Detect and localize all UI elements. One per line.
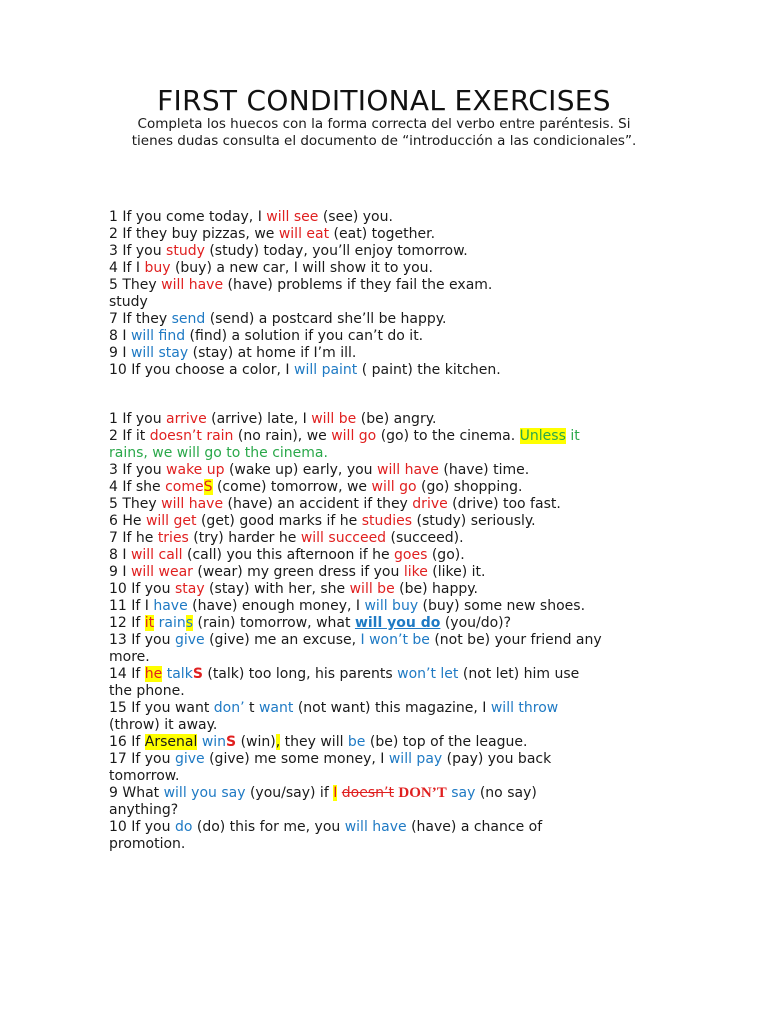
- exercise-line: [109, 598, 649, 615]
- answer: drive: [412, 496, 448, 512]
- sentence-text: (study) today, you’ll enjoy tomorrow.: [204, 243, 468, 259]
- answer: tries: [157, 530, 189, 546]
- answer: have: [153, 598, 188, 614]
- sentence-text: (send) a postcard she’ll be happy.: [205, 311, 447, 327]
- exercise-line: [109, 479, 649, 496]
- highlighted-word: it: [144, 615, 155, 631]
- instructions-line-2: tienes dudas consulta el documento de “introducción a las condicionales”.: [131, 133, 637, 149]
- sentence-text: 7 If they: [109, 311, 172, 327]
- sentence-text: (be) happy.: [394, 581, 478, 597]
- answer: study: [166, 243, 205, 259]
- exercise-line: [109, 734, 649, 751]
- sentence-text: (like) it.: [427, 564, 486, 580]
- answer: doesn’t rain: [149, 428, 234, 444]
- sentence-text: 13 If you: [109, 632, 175, 648]
- answer: will find: [130, 328, 186, 344]
- sentence-text: (you/say) if: [245, 785, 334, 801]
- answer: do: [174, 819, 193, 835]
- exercise-line: [109, 513, 649, 530]
- exercise-line-continuation: promotion.: [109, 836, 186, 852]
- highlighted-ending: s: [185, 615, 194, 631]
- sentence-text: (wake up) early, you: [224, 462, 377, 478]
- answer: talk: [166, 666, 193, 682]
- sentence-text: (have) time.: [438, 462, 530, 478]
- exercise-line: [109, 632, 649, 649]
- exercise-line: [109, 345, 649, 362]
- sentence-text: (succeed).: [386, 530, 464, 546]
- exercise-line-continuation: tomorrow.: [109, 768, 180, 784]
- struck-answer: doesn’t: [341, 785, 394, 801]
- exercise-line: [109, 547, 649, 564]
- exercise-line: [109, 328, 649, 345]
- answer: won’t let: [397, 666, 459, 682]
- exercise-line-continuation: more.: [109, 649, 150, 665]
- exercise-line: [109, 819, 649, 836]
- emphasized-ending: S: [226, 734, 237, 750]
- sentence-text: 17 If you: [109, 751, 175, 767]
- answer: arrive: [166, 411, 207, 427]
- highlighted-word: I: [333, 785, 338, 801]
- exercise-line: [109, 462, 649, 479]
- exercise-line: [109, 564, 649, 581]
- sentence-text: (come) tomorrow, we: [212, 479, 372, 495]
- sentence-text: 1 If you: [109, 411, 167, 427]
- highlighted-word: Arsenal: [144, 734, 198, 750]
- answer: will have: [377, 462, 439, 478]
- answer: give: [174, 632, 205, 648]
- sentence-text: 16 If: [109, 734, 145, 750]
- answer: will get: [145, 513, 197, 529]
- answer: rain: [158, 615, 186, 631]
- sentence-text: (buy) some new shoes.: [418, 598, 586, 614]
- answer: will throw: [490, 700, 559, 716]
- answer: goes: [394, 547, 428, 563]
- sentence-text: ( paint) the kitchen.: [357, 362, 501, 378]
- sentence-text: 2 If they buy pizzas, we: [109, 226, 279, 242]
- exercise-line-continuation: the phone.: [109, 683, 185, 699]
- answer: like: [403, 564, 428, 580]
- sentence-text: (rain) tomorrow, what: [193, 615, 355, 631]
- answer: will you say: [163, 785, 246, 801]
- exercise-block-1: [109, 209, 649, 379]
- sentence-text: (arrive) late, I: [206, 411, 312, 427]
- sentence-text: (drive) too fast.: [447, 496, 561, 512]
- sentence-text: (no say): [475, 785, 537, 801]
- emphasized-ending: S: [192, 666, 203, 682]
- correction-line: rains, we will go to the cinema.: [109, 445, 328, 461]
- answer: will be: [311, 411, 357, 427]
- sentence-text: (have) enough money, I: [187, 598, 365, 614]
- exercise-line: [109, 362, 649, 379]
- exercise-line: [109, 785, 649, 802]
- sentence-text: 10 If you: [109, 819, 175, 835]
- exercise-line: [109, 700, 649, 717]
- exercise-line: [109, 666, 649, 683]
- answer: send: [171, 311, 206, 327]
- answer: be: [347, 734, 366, 750]
- sentence-text: (go).: [427, 547, 465, 563]
- sentence-text: 1 If you come today, I: [109, 209, 267, 225]
- answer: say: [451, 785, 476, 801]
- answer: I won’t be: [360, 632, 430, 648]
- exercise-line: [109, 581, 649, 598]
- sentence-text: 6 He: [109, 513, 146, 529]
- sentence-text: 3 If you: [109, 462, 167, 478]
- sentence-text: 9 What: [109, 785, 164, 801]
- answer: will go: [371, 479, 417, 495]
- sentence-text: study: [109, 294, 148, 310]
- answer: buy: [144, 260, 171, 276]
- sentence-text: (go) shopping.: [416, 479, 523, 495]
- sentence-text: (find) a solution if you can’t do it.: [185, 328, 424, 344]
- answer: give: [174, 751, 205, 767]
- sentence-text: (be) angry.: [356, 411, 437, 427]
- sentence-text: (have) an accident if they: [223, 496, 413, 512]
- exercise-line: [109, 428, 649, 445]
- answer: will have: [161, 277, 224, 293]
- sentence-text: 11 If I: [109, 598, 154, 614]
- answer: will eat: [278, 226, 330, 242]
- sentence-text: (see) you.: [318, 209, 393, 225]
- sentence-text: 9 I: [109, 345, 131, 361]
- answer: will have: [161, 496, 224, 512]
- answer: will you do: [354, 615, 441, 631]
- sentence-text: (give) me some money, I: [204, 751, 389, 767]
- exercise-line: [109, 243, 649, 260]
- sentence-text: (wear) my green dress if you: [192, 564, 404, 580]
- sentence-text: 5 They: [109, 277, 162, 293]
- sentence-text: (buy) a new car, I will show it to you.: [170, 260, 434, 276]
- sentence-text: (have) problems if they fail the exam.: [223, 277, 493, 293]
- exercise-line-continuation: anything?: [109, 802, 179, 818]
- exercise-line-continuation: (throw) it away.: [109, 717, 218, 733]
- sentence-text: 14 If: [109, 666, 145, 682]
- sentence-text: 5 They: [109, 496, 162, 512]
- answer: will see: [266, 209, 319, 225]
- exercise-line: [109, 294, 649, 311]
- sentence-text: (do) this for me, you: [192, 819, 345, 835]
- sentence-text: 10 If you choose a color, I: [109, 362, 294, 378]
- answer: will wear: [130, 564, 193, 580]
- sentence-text: (pay) you back: [442, 751, 552, 767]
- exercise-line: [109, 209, 649, 226]
- instructions-line-1: Completa los huecos con la forma correcta del verbo entre paréntesis. Si: [137, 116, 631, 132]
- sentence-text: they will: [280, 734, 348, 750]
- sentence-text: (go) to the cinema.: [376, 428, 520, 444]
- sentence-text: (stay) with her, she: [204, 581, 350, 597]
- sentence-text: 3 If you: [109, 243, 167, 259]
- exercise-line: [109, 411, 649, 428]
- answer: will buy: [364, 598, 419, 614]
- corrected-answer: DON’T: [398, 785, 447, 801]
- answer: studies: [361, 513, 413, 529]
- answer: win: [201, 734, 227, 750]
- answer: stay: [174, 581, 205, 597]
- sentence-text: (no rain), we: [233, 428, 332, 444]
- answer: will succeed: [300, 530, 387, 546]
- sentence-text: (not let) him use: [458, 666, 580, 682]
- highlighted-word: Unless: [519, 428, 566, 444]
- page-title: FIRST CONDITIONAL EXERCISES: [157, 84, 611, 117]
- exercise-line: [109, 615, 649, 632]
- sentence-text: 9 I: [109, 564, 131, 580]
- exercise-line: [109, 260, 649, 277]
- sentence-text: 4 If she: [109, 479, 166, 495]
- sentence-text: (not be) your friend any: [429, 632, 602, 648]
- sentence-text: (try) harder he: [188, 530, 301, 546]
- answer: wake up: [166, 462, 225, 478]
- exercise-line: [109, 277, 649, 294]
- instructions: [100, 116, 668, 150]
- exercise-line: [109, 530, 649, 547]
- answer: will stay: [130, 345, 189, 361]
- sentence-text: 4 If I: [109, 260, 145, 276]
- answer: will be: [349, 581, 395, 597]
- sentence-text: (study) seriously.: [412, 513, 536, 529]
- exercise-line: [109, 496, 649, 513]
- sentence-text: (you/do)?: [440, 615, 512, 631]
- sentence-text: (be) top of the league.: [365, 734, 528, 750]
- answer: will pay: [388, 751, 443, 767]
- correction-text: it: [565, 428, 580, 444]
- highlighted-word: he: [144, 666, 163, 682]
- sentence-text: (call) you this afternoon if he: [182, 547, 395, 563]
- answer: will have: [344, 819, 407, 835]
- sentence-text: 12 If: [109, 615, 145, 631]
- sentence-text: (give) me an excuse,: [204, 632, 361, 648]
- highlighted-ending: S: [203, 479, 213, 495]
- exercise-line: [109, 311, 649, 328]
- answer: come: [165, 479, 204, 495]
- exercise-line: [109, 751, 649, 768]
- sentence-text: 15 If you want: [109, 700, 214, 716]
- sentence-text: (not want) this magazine, I: [293, 700, 491, 716]
- sentence-text: 7 If he: [109, 530, 158, 546]
- sentence-text: (stay) at home if I’m ill.: [188, 345, 357, 361]
- sentence-text: (get) good marks if he: [196, 513, 362, 529]
- answer: will paint: [294, 362, 358, 378]
- sentence-text: (win): [236, 734, 276, 750]
- sentence-text: 2 If it: [109, 428, 150, 444]
- sentence-text: 10 If you: [109, 581, 175, 597]
- answer: will go: [331, 428, 377, 444]
- answer: don’: [213, 700, 245, 716]
- answer: will call: [130, 547, 183, 563]
- highlighted-comma: ,: [275, 734, 281, 750]
- exercise-block-2: [109, 411, 649, 853]
- answer: want: [258, 700, 294, 716]
- sentence-text: 8 I: [109, 328, 131, 344]
- sentence-text: (eat) together.: [329, 226, 436, 242]
- sentence-text: t: [244, 700, 259, 716]
- sentence-text: (have) a chance of: [406, 819, 543, 835]
- sentence-text: 8 I: [109, 547, 131, 563]
- sentence-text: (talk) too long, his parents: [202, 666, 398, 682]
- exercise-line: [109, 226, 649, 243]
